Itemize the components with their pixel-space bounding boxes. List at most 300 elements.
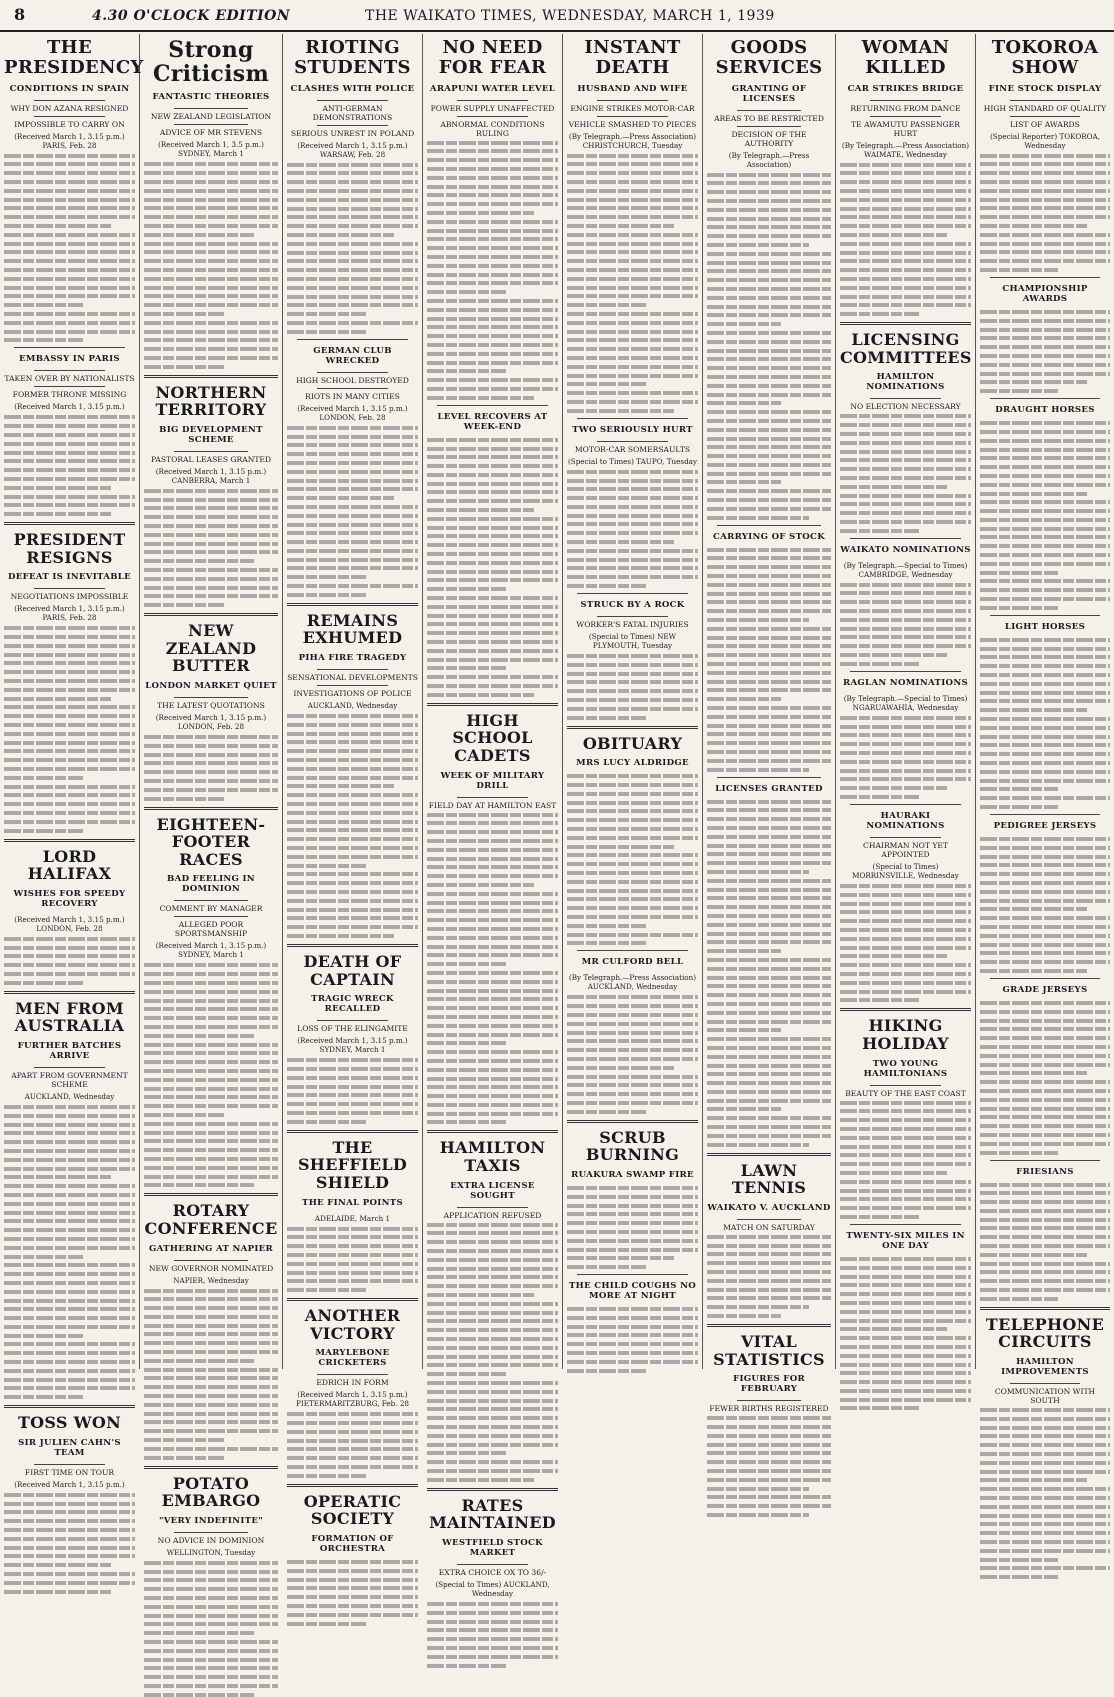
deck-rule <box>174 697 248 698</box>
text-line <box>287 1604 418 1608</box>
text-line <box>980 372 1110 376</box>
subheadline: THE FINAL POINTS <box>302 1197 403 1208</box>
text-line <box>707 688 831 692</box>
text-line <box>287 1085 418 1089</box>
text-line <box>427 508 534 512</box>
text-line <box>144 1394 278 1398</box>
deck-rule <box>174 1532 248 1533</box>
text-line <box>567 783 698 787</box>
text-line <box>144 603 224 607</box>
text-line <box>567 259 698 263</box>
deck-rule <box>597 616 668 617</box>
text-line <box>567 941 646 945</box>
dateline: (Received March 1, 3.15 p.m.) <box>14 1479 125 1489</box>
text-line <box>287 470 418 474</box>
text-line <box>427 865 558 869</box>
text-line <box>427 1407 558 1411</box>
text-line <box>840 295 971 299</box>
subheadline: HAURAKI NOMINATIONS <box>866 811 945 832</box>
text-line <box>840 1389 971 1393</box>
subheadline: FIELD DAY AT HAMILTON EAST <box>428 800 557 810</box>
text-line <box>840 502 971 506</box>
text-line <box>840 769 971 773</box>
text-line <box>840 277 971 281</box>
text-line <box>567 198 698 202</box>
text-line <box>144 1166 278 1170</box>
text-line <box>144 1561 278 1565</box>
text-line <box>707 252 831 256</box>
text-line <box>4 1105 135 1109</box>
text-line <box>427 141 558 145</box>
subheadline: MR CULFORD BELL <box>581 957 684 968</box>
text-line <box>980 189 1110 193</box>
text-line <box>980 846 1110 850</box>
text-line <box>707 609 831 613</box>
text-line <box>567 871 698 875</box>
text-line <box>840 1345 971 1349</box>
text-line <box>4 468 135 472</box>
text-line <box>567 1186 698 1190</box>
text-line <box>707 636 831 640</box>
text-line <box>427 953 558 957</box>
text-line <box>567 374 698 378</box>
text-line <box>840 303 971 307</box>
article <box>4 347 135 516</box>
text-line <box>707 888 831 892</box>
text-line <box>840 662 919 666</box>
text-line <box>840 1266 971 1270</box>
subheadline: BEAUTY OF THE EAST COAST <box>845 1088 966 1098</box>
text-line <box>4 268 135 272</box>
text-line <box>980 571 1058 575</box>
text-line <box>980 943 1110 947</box>
text-line <box>707 984 831 988</box>
text-line <box>840 1301 971 1305</box>
text-line <box>707 375 831 379</box>
text-line <box>980 1288 1110 1292</box>
subheadline: HUSBAND AND WIFE <box>577 83 688 94</box>
text-line <box>427 1231 558 1235</box>
text-line <box>840 742 971 746</box>
text-line <box>567 1256 674 1260</box>
text-line <box>427 158 558 162</box>
deck-rule <box>174 451 248 452</box>
text-line <box>287 1271 418 1275</box>
text-line <box>427 561 558 565</box>
text-line <box>4 1590 111 1594</box>
text-line <box>287 171 418 175</box>
text-line <box>707 1296 831 1300</box>
article <box>840 1008 971 1219</box>
subheadline: AREAS TO BE RESTRICTED <box>714 113 824 123</box>
text-line <box>144 1376 278 1380</box>
text-line <box>567 391 698 395</box>
text-line <box>4 171 135 175</box>
text-line <box>980 934 1110 938</box>
text-line <box>4 626 135 630</box>
text-line <box>4 1114 135 1118</box>
text-line <box>840 1327 947 1331</box>
subheadline: MATCH ON SATURDAY <box>723 1222 815 1232</box>
subheadline: WISHES FOR SPEEDY RECOVERY <box>13 888 126 909</box>
text-line <box>287 215 418 219</box>
text-line <box>567 880 698 884</box>
text-line <box>567 250 698 254</box>
text-line <box>144 1324 278 1328</box>
text-line <box>567 774 698 778</box>
text-line <box>567 1307 698 1311</box>
text-line <box>4 486 111 490</box>
text-line <box>980 336 1110 340</box>
subheadline: LIGHT HORSES <box>1004 621 1086 632</box>
text-line <box>427 1460 558 1464</box>
text-line <box>4 1537 135 1541</box>
text-line <box>287 1235 418 1239</box>
subheadline: MARYLEBONE CRICKETERS <box>315 1348 390 1369</box>
text-line <box>4 1263 135 1267</box>
column-rule <box>850 671 961 672</box>
text-line <box>4 1202 135 1206</box>
text-line <box>4 723 135 727</box>
text-line <box>144 981 278 985</box>
text-line <box>4 981 83 985</box>
text-line <box>707 313 831 317</box>
text-line <box>287 846 418 850</box>
text-line <box>980 215 1110 219</box>
deck-rule <box>317 100 388 101</box>
text-line <box>287 251 418 255</box>
text-line <box>980 1434 1110 1438</box>
text-line <box>707 516 809 520</box>
text-line <box>707 556 831 560</box>
text-line <box>567 663 698 667</box>
subheadline: EXTRA LICENSE SOUGHT <box>450 1180 535 1201</box>
text-line <box>427 1443 558 1447</box>
text-line <box>287 452 418 456</box>
deck-rule <box>870 116 941 117</box>
text-line <box>840 286 971 290</box>
text-line <box>707 618 809 622</box>
text-line <box>144 1332 278 1336</box>
text-line <box>707 697 781 701</box>
article <box>567 1274 698 1373</box>
text-line <box>980 579 1110 583</box>
dateline: AUCKLAND, Wednesday <box>24 1091 115 1101</box>
headline: OPERATIC SOCIETY <box>303 1491 402 1529</box>
text-line <box>287 740 418 744</box>
article <box>4 1405 135 1593</box>
subheadline: FORMATION OF ORCHESTRA <box>311 1534 394 1555</box>
text-line <box>567 853 698 857</box>
deck-rule <box>457 1564 528 1565</box>
text-line <box>144 1614 278 1618</box>
text-line <box>427 255 558 259</box>
text-line <box>4 162 135 166</box>
text-line <box>4 954 135 958</box>
text-line <box>707 808 831 812</box>
text-line <box>567 1230 698 1234</box>
text-line <box>427 578 558 582</box>
text-line <box>567 1221 698 1225</box>
text-line <box>287 1465 418 1469</box>
dateline: (By Telegraph.—Press Association) AUCKLAND, Wednesday <box>568 973 697 992</box>
text-line <box>427 570 558 574</box>
article <box>4 522 135 833</box>
dateline: (By Telegraph.—Press Association) WAIMATE, Wednesday <box>841 140 970 159</box>
text-line <box>840 990 971 994</box>
text-line <box>980 1297 1058 1301</box>
text-line <box>287 505 418 509</box>
text-line <box>567 1239 698 1243</box>
text-line <box>840 441 971 445</box>
article <box>980 978 1110 1155</box>
deck-rule <box>34 386 105 387</box>
deck-rule <box>317 685 388 686</box>
text-line <box>4 785 135 789</box>
text-line <box>144 1447 278 1451</box>
text-line <box>707 967 831 971</box>
text-line <box>427 874 558 878</box>
text-line <box>4 972 135 976</box>
text-line <box>427 813 558 817</box>
text-line <box>144 735 278 739</box>
article <box>427 703 558 1125</box>
text-line <box>840 1292 971 1296</box>
text-line <box>707 489 831 493</box>
text-line <box>144 1385 278 1389</box>
text-line <box>144 1622 278 1626</box>
deck-rule <box>34 370 105 371</box>
text-line <box>144 1666 278 1670</box>
subheadline: DEFEAT IS INEVITABLE <box>7 572 132 583</box>
article <box>840 1224 971 1411</box>
text-line <box>707 1046 831 1050</box>
subheadline: PASTORAL LEASES GRANTED <box>150 454 272 464</box>
text-line <box>144 1122 278 1126</box>
article <box>707 777 831 1147</box>
text-line <box>840 1363 971 1367</box>
text-line <box>287 593 366 597</box>
text-line <box>427 989 558 993</box>
text-line <box>144 1148 278 1152</box>
text-line <box>144 797 224 801</box>
text-line <box>980 1244 1110 1248</box>
text-line <box>144 1675 278 1679</box>
headline: ANOTHER VICTORY <box>304 1306 401 1343</box>
text-line <box>144 1095 278 1099</box>
article <box>567 1120 698 1269</box>
deck-rule <box>34 1464 105 1465</box>
text-line <box>980 1107 1110 1111</box>
column-rule <box>4 522 135 525</box>
text-line <box>287 1227 418 1231</box>
text-line <box>707 662 831 666</box>
text-line <box>567 584 646 588</box>
subheadline: BIG DEVELOPMENT SCHEME <box>159 424 263 445</box>
deck-rule <box>1010 100 1080 101</box>
text-line <box>840 529 919 533</box>
text-line <box>4 1519 135 1523</box>
deck-rule <box>1010 116 1080 117</box>
text-line <box>980 1089 1110 1093</box>
text-line <box>427 1050 558 1054</box>
text-line <box>840 937 971 941</box>
text-line <box>567 1110 646 1114</box>
text-line <box>567 242 698 246</box>
article <box>287 944 418 1124</box>
subheadline: THE CHILD COUGHS NO MORE AT NIGHT <box>568 1281 697 1302</box>
text-line <box>707 905 831 909</box>
text-line <box>287 426 418 430</box>
text-line <box>567 1195 698 1199</box>
dateline: (By Telegraph.—Press Association) CHRISTCHURCH, Tuesday <box>568 131 697 150</box>
text-line <box>287 312 366 316</box>
text-line <box>980 1417 1110 1421</box>
text-line <box>707 340 831 344</box>
text-line <box>287 479 418 483</box>
text-line <box>567 286 698 290</box>
text-line <box>427 552 558 556</box>
text-line <box>287 242 418 246</box>
column-rule <box>850 538 961 539</box>
text-line <box>980 354 1110 358</box>
text-line <box>567 514 698 518</box>
text-line <box>287 828 418 832</box>
text-line <box>707 1425 831 1429</box>
text-line <box>567 680 698 684</box>
column-rule <box>287 1130 418 1133</box>
deck-rule <box>174 1260 248 1261</box>
text-line <box>287 259 418 263</box>
text-line <box>567 1351 698 1355</box>
text-line <box>144 568 278 572</box>
text-line <box>567 915 698 919</box>
text-line <box>144 1368 278 1372</box>
text-line <box>427 857 558 861</box>
text-line <box>707 844 831 848</box>
subheadline: COMMENT BY MANAGER <box>159 904 263 914</box>
text-line <box>840 795 919 799</box>
text-line <box>427 1620 558 1624</box>
text-line <box>840 627 971 631</box>
text-line <box>4 503 135 507</box>
text-line <box>840 902 971 906</box>
text-line <box>980 1036 1110 1040</box>
text-line <box>707 1460 831 1464</box>
text-line <box>144 779 278 783</box>
text-line <box>144 1649 278 1653</box>
text-line <box>707 861 831 865</box>
text-line <box>707 1495 831 1499</box>
headline: RATES MAINTAINED <box>429 1495 556 1533</box>
column-rule <box>287 603 418 606</box>
text-line <box>4 424 135 428</box>
text-line <box>707 419 831 423</box>
text-line <box>287 514 418 518</box>
text-line <box>980 224 1087 228</box>
headline: ROTARY CONFERENCE <box>144 1201 278 1238</box>
text-line <box>707 1478 831 1482</box>
text-line <box>4 242 135 246</box>
text-line <box>427 1664 506 1668</box>
text-line <box>427 1328 558 1332</box>
text-line <box>144 999 278 1003</box>
text-line <box>980 1142 1110 1146</box>
text-line <box>4 1131 135 1135</box>
text-line <box>567 897 698 901</box>
text-line <box>144 180 278 184</box>
text-line <box>567 321 698 325</box>
text-line <box>567 540 674 544</box>
text-line <box>144 1403 278 1407</box>
text-line <box>4 1369 135 1373</box>
article <box>144 38 278 369</box>
text-line <box>427 185 558 189</box>
text-line <box>980 951 1110 955</box>
text-line <box>567 303 646 307</box>
deck-rule <box>174 124 248 125</box>
headline: GOODS SERVICES <box>715 37 823 78</box>
subheadline: LONDON MARKET QUIET <box>145 681 277 692</box>
text-line <box>287 277 418 281</box>
text-line <box>144 206 278 210</box>
text-line <box>427 526 558 530</box>
subheadline: HIGH SCHOOL DESTROYED <box>296 375 409 385</box>
subheadline: SERIOUS UNREST IN POLAND <box>290 128 415 138</box>
text-line <box>707 445 831 449</box>
headline: DEATH OF CAPTAIN <box>303 951 402 989</box>
text-line <box>427 830 558 834</box>
text-line <box>144 1069 278 1073</box>
text-line <box>980 907 1087 911</box>
text-line <box>980 380 1087 384</box>
subheadline: WAIKATO V. AUCKLAND <box>707 1202 831 1213</box>
text-line <box>980 1461 1110 1465</box>
column-1 <box>0 34 144 1489</box>
text-line <box>980 837 1110 841</box>
text-line <box>980 1262 1110 1266</box>
text-line <box>4 1563 111 1567</box>
dateline: (Received March 1, 3.15 p.m.) PARIS, Feb. 28 <box>14 131 125 150</box>
text-line <box>567 409 674 413</box>
article <box>144 375 278 608</box>
text-line <box>567 1039 698 1043</box>
text-line <box>840 1101 971 1105</box>
text-line <box>144 1051 278 1055</box>
text-line <box>840 198 971 202</box>
text-line <box>707 217 831 221</box>
article <box>980 1307 1110 1579</box>
text-line <box>144 498 278 502</box>
text-line <box>567 382 646 386</box>
text-line <box>427 1284 558 1288</box>
text-line <box>144 1016 278 1020</box>
text-line <box>707 234 831 238</box>
text-line <box>144 1341 278 1345</box>
text-line <box>427 640 558 644</box>
text-line <box>707 278 831 282</box>
text-line <box>4 215 135 219</box>
text-line <box>707 507 831 511</box>
article <box>144 1193 278 1459</box>
text-line <box>707 322 781 326</box>
text-line <box>567 906 698 910</box>
column-rule <box>840 1008 971 1011</box>
text-line <box>427 455 558 459</box>
text-line <box>144 1289 278 1293</box>
text-line <box>144 1631 254 1635</box>
dateline: (Special to Times) NEW PLYMOUTH, Tuesday <box>588 632 677 651</box>
